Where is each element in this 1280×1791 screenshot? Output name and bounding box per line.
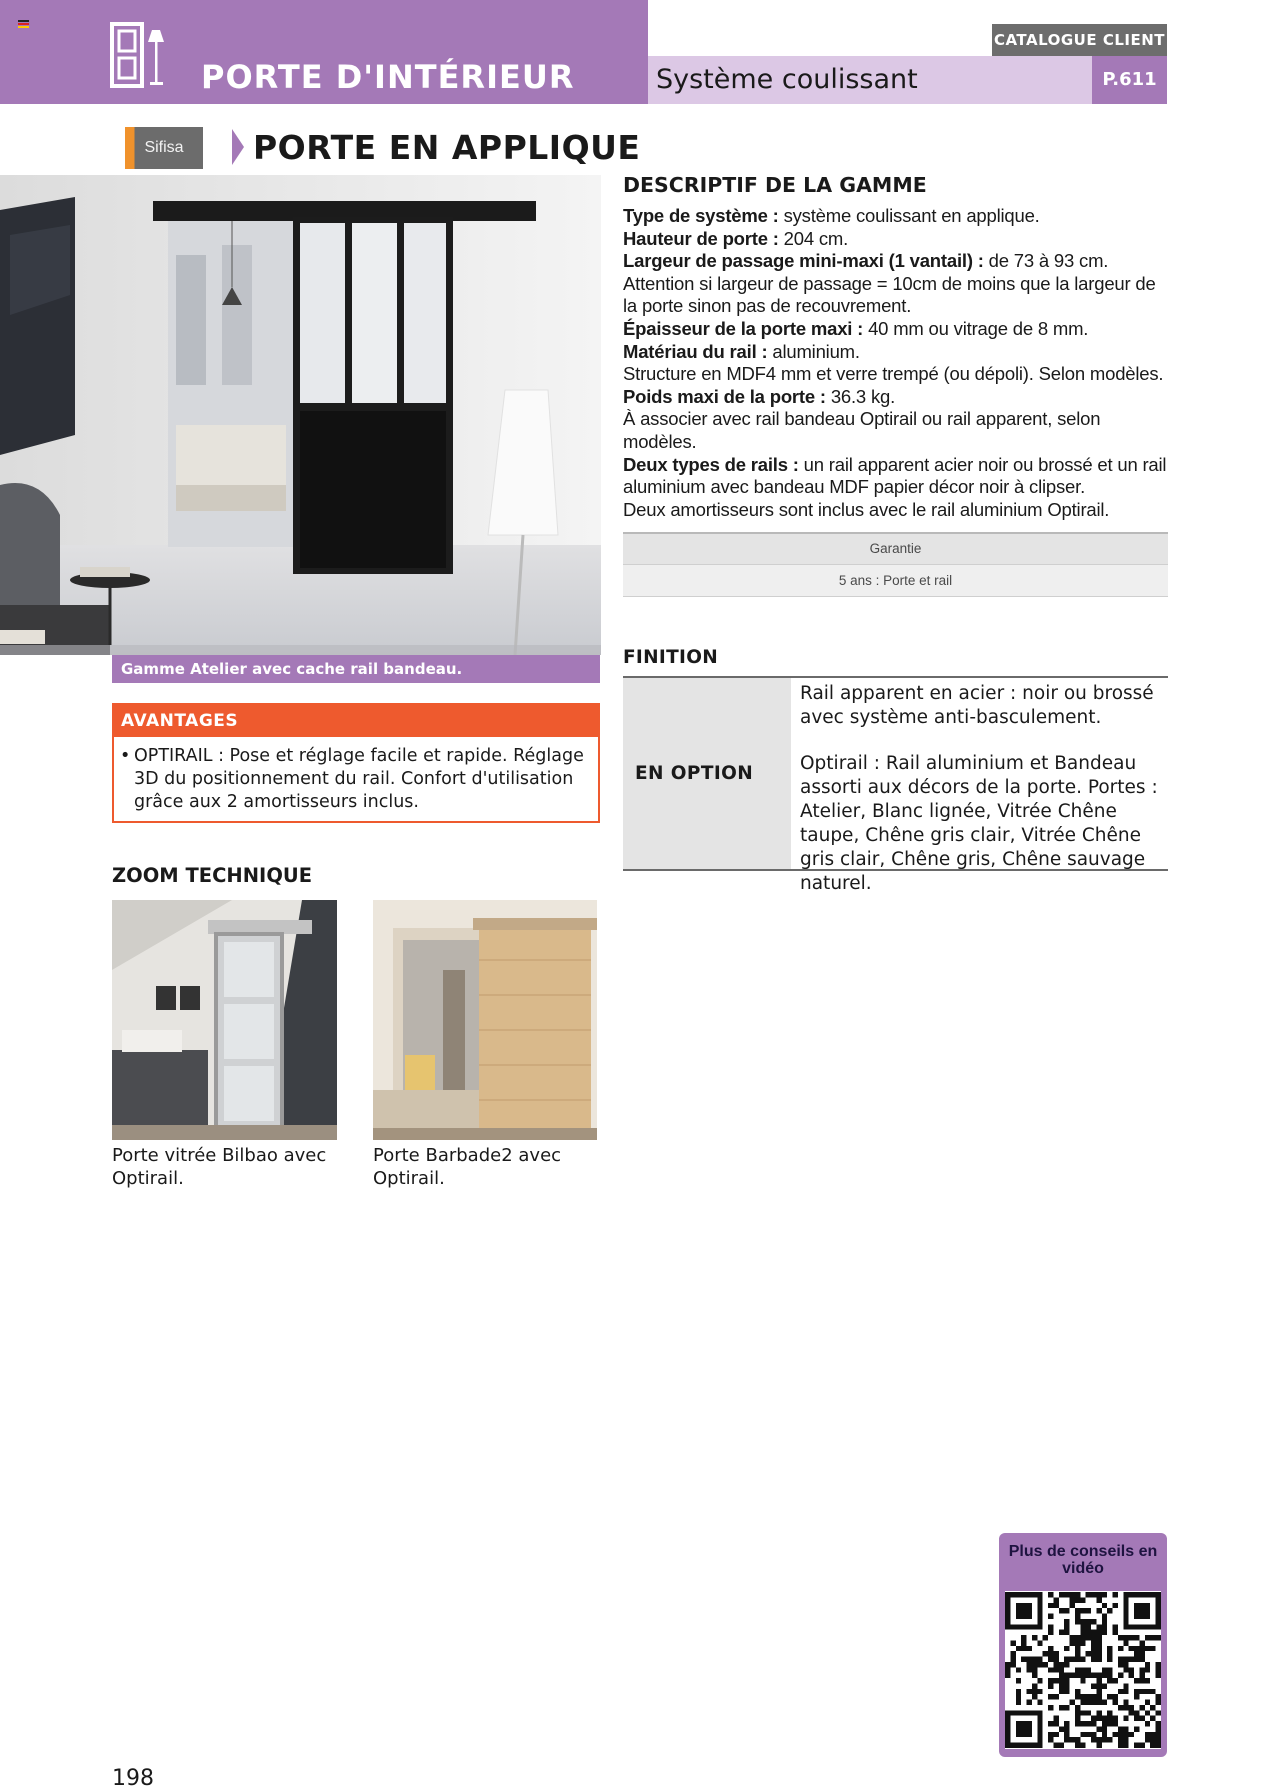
brand-logo: Sifisa <box>125 127 203 169</box>
guarantee-value: 5 ans : Porte et rail <box>623 564 1168 597</box>
description-line: Deux types de rails : un rail apparent acier noir ou brossé et un rail aluminium avec bandeau MDF papier décor noir à clipser. <box>623 453 1167 498</box>
hero-caption: Gamme Atelier avec cache rail bandeau. <box>112 655 600 683</box>
bullet-icon: • <box>120 746 131 766</box>
guarantee-label: Garantie <box>623 532 1168 564</box>
finition-option-label: EN OPTION <box>623 678 791 869</box>
guarantee-table <box>623 532 1168 597</box>
advantages-text: OPTIRAIL : Pose et réglage facile et rapide. Réglage 3D du positionnement du rail. Confort d'utilisation grâce aux 2 amortisseurs inclus. <box>134 746 584 812</box>
advantages-item <box>114 737 598 814</box>
advantages-box <box>112 703 600 823</box>
door-lamp-icon <box>110 22 166 88</box>
page-ref-badge: P.611 <box>1092 56 1167 104</box>
description-line: Hauteur de porte : 204 cm. <box>623 227 849 249</box>
advantages-heading: AVANTAGES <box>114 705 598 737</box>
qr-code-icon[interactable] <box>1005 1591 1161 1749</box>
description-line: Poids maxi de la porte : 36.3 kg. <box>623 385 896 407</box>
zoom-caption-bilbao: Porte vitrée Bilbao avec Optirail. <box>112 1145 327 1189</box>
hero-image <box>0 175 601 655</box>
description-line: Largeur de passage mini-maxi (1 vantail) : de 73 à 93 cm. <box>623 250 1109 272</box>
finition-option-rail-apparent: Rail apparent en acier : noir ou brossé avec système anti-basculement. <box>800 683 1154 728</box>
description-line: Structure en MDF4 mm et verre trempé (ou dépoli). Selon modèles. <box>623 363 1164 385</box>
description-body <box>623 205 1168 521</box>
description-heading: DESCRIPTIF DE LA GAMME <box>623 173 927 197</box>
page-number: 198 <box>112 1766 154 1791</box>
description-line: Matériau du rail : aluminium. <box>623 340 860 362</box>
finition-heading: FINITION <box>623 647 718 668</box>
finition-option-optirail: Optirail : Rail aluminium et Bandeau assorti aux décors de la porte. Portes : Atelier, Blanc lignée, Vitrée Chêne taupe, Chêne gris clair, Vitrée Chêne gris clair, Chêne gris, Chêne sauvage naturel. <box>800 753 1158 894</box>
qr-video-box[interactable] <box>999 1533 1167 1757</box>
catalogue-badge: CATALOGUE CLIENT <box>992 24 1167 56</box>
zoom-heading: ZOOM TECHNIQUE <box>112 864 313 887</box>
qr-title: Plus de conseils en vidéo <box>1008 1543 1158 1577</box>
zoom-image-barbade <box>373 900 597 1140</box>
description-line: Épaisseur de la porte maxi : 40 mm ou vitrage de 8 mm. <box>623 317 1089 339</box>
product-title: PORTE EN APPLIQUE <box>253 128 641 167</box>
description-line: Deux amortisseurs sont inclus avec le rail aluminium Optirail. <box>623 498 1110 520</box>
section-subtitle: Système coulissant <box>656 64 918 95</box>
chevron-right-icon <box>232 129 244 165</box>
zoom-caption-barbade: Porte Barbade2 avec Optirail. <box>373 1145 562 1189</box>
zoom-image-bilbao <box>112 900 337 1140</box>
description-line: Type de système : système coulissant en applique. <box>623 205 1040 226</box>
finition-table <box>623 676 1168 894</box>
section-title: PORTE D'INTÉRIEUR <box>201 58 575 96</box>
description-line: À associer avec rail bandeau Optirail ou rail apparent, selon modèles. <box>623 408 1101 452</box>
description-line: Attention si largeur de passage = 10cm de moins que la largeur de la porte sinon pas de recouvrement. <box>623 272 1156 317</box>
flag-icon <box>18 20 29 28</box>
